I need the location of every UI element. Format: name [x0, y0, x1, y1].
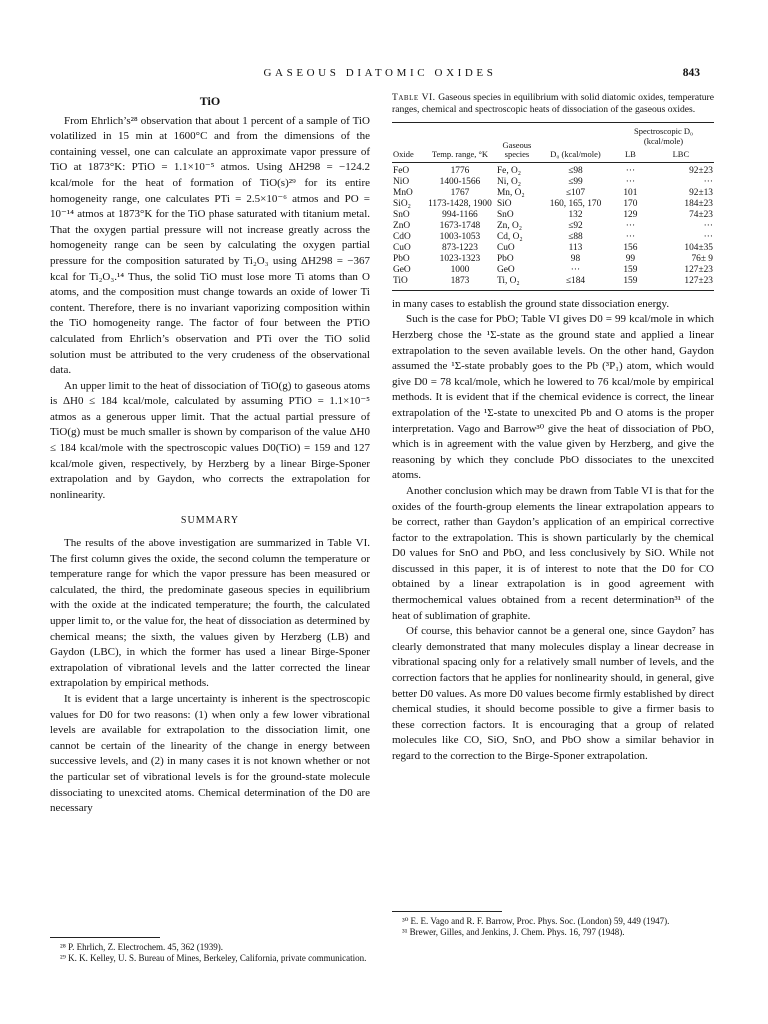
cell-temp: 1776 — [450, 165, 470, 176]
table-row — [392, 243, 714, 254]
cell-temp: 1023-1323 — [439, 253, 481, 264]
cell-lb: ··· — [625, 165, 636, 176]
table-row — [392, 265, 714, 276]
table-caption-text: Gaseous species in equilibrium with solid diatomic oxides, temperature ranges, chemical and spectroscopic heats of dissociation of the gaseous oxides. — [392, 92, 714, 115]
col-header-spectroscopic: Spectroscopic D₀ (kcal/mole) — [634, 126, 693, 146]
cell-lbc: 127±23 — [684, 275, 713, 286]
cell-lbc: 127±23 — [684, 264, 713, 275]
footnote-rule — [50, 937, 160, 938]
cell-lbc: 92±13 — [689, 187, 713, 198]
paragraph: Such is the case for PbO; Table VI gives D0 = 99 kcal/mole in which Herzberg chose the ¹Σ-state as the ground state and applied a linear extrapolation to the seven available levels. On the other hand, Gaydon assumed the ¹Σ-state probably goes to the Pb (³P₁) atom, which would give D0 = 78 kcal/mole, which he lowered to 76 kcal/mole by empirical methods. It is evident that if the chemical evidence is correct, the linear extrapolation of the ¹Σ-state to unexcited Pb and O atoms is the proper interpretation. Vago and Barrow³⁰ give the heat of dissociation of PbO, which is in agreement with the value given by Herzberg, and give the reasoning by which they conclude PbO dissociates to the unexcited atoms. — [392, 313, 714, 482]
table-row — [392, 254, 714, 265]
cell-lb: ··· — [625, 231, 636, 242]
cell-d0: ≤92 — [568, 220, 583, 231]
cell-d0: ≤99 — [568, 176, 583, 187]
cell-d0: 160, 165, 170 — [549, 198, 602, 209]
cell-lb: 170 — [623, 198, 638, 209]
cell-d0: ≤88 — [568, 231, 583, 242]
cell-species: GeO — [496, 264, 515, 275]
section-heading-summary: SUMMARY — [180, 515, 240, 527]
cell-temp: 994-1166 — [442, 209, 478, 220]
cell-oxide: PbO — [393, 253, 410, 264]
paragraph: It is evident that a large uncertainty is inherent is the spectroscopic values for D0 for two reasons: (1) when only a few lower vibrational levels are available for extrapolation to the dissociation limit, one cannot be certain of the linearity of the change in energy between successive levels, and (2) in many cases it is not known whether or not the particular set of vibrational levels is for the ground-state molecule dissociating to unexcited atoms. Chemical determination of the D0 are necessary — [50, 692, 370, 815]
right-column — [392, 92, 714, 765]
cell-species: SiO — [496, 198, 512, 209]
table-row — [392, 199, 714, 210]
page-number: 843 — [682, 67, 700, 79]
cell-lb: 129 — [623, 209, 638, 220]
cell-temp: 1003-1053 — [439, 231, 481, 242]
cell-lb: 99 — [625, 253, 636, 264]
col-header-d0: D₀ (kcal/mole) — [538, 123, 613, 163]
col-header-oxide: Oxide — [392, 123, 424, 163]
footnote-28: ²⁸ P. Ehrlich, Z. Electrochem. 45, 362 (1939). — [60, 942, 224, 952]
section-heading-tio: TiO — [199, 94, 221, 108]
col-header-species: Gaseous species — [496, 123, 538, 163]
cell-d0: ≤107 — [565, 187, 586, 198]
cell-species: Ti, O₂ — [496, 275, 520, 286]
paragraph: The results of the above investigation are summarized in Table VI. The first column gives the oxide, the second column the temperature or temperature range for which the vapor pressure has been measured or calculated, the third, the predominate gaseous species in equilibrium with the oxide at the indicated temperature; the fourth, the calculated upper limit to, or the value for, the heat of dissociation as determined by chemical means; the sixth, the values given by Herzberg (LB) and Gaydon (LBC), in which the former has used a linear Birge-Sponer extrapolation of vibrational levels and the latter corrected the linear extrapolation by empirical methods. — [50, 537, 370, 690]
cell-oxide: CdO — [393, 231, 411, 242]
cell-oxide: MnO — [393, 187, 413, 198]
running-head — [0, 67, 768, 83]
table-row — [392, 232, 714, 243]
cell-lb: 156 — [623, 242, 638, 253]
footnote-30: ³⁰ E. E. Vago and R. F. Barrow, Proc. Phys. Soc. (London) 59, 449 (1947). — [402, 916, 670, 926]
cell-temp: 873-1223 — [441, 242, 478, 253]
cell-lbc: ··· — [703, 231, 713, 242]
cell-species: Ni, O₂ — [496, 176, 522, 187]
left-footnotes — [50, 937, 370, 965]
table-row — [392, 162, 714, 177]
cell-temp: 1400-1566 — [439, 176, 481, 187]
table-vi — [392, 122, 714, 291]
paragraph: Of course, this behavior cannot be a general one, since Gaydon⁷ has clearly demonstrated that many molecules display a linear decrease in vibrational spacing only for a relatively small number of levels, and the correction factors that he applies for nonlinearity should, in general, give better D0 values. As more D0 values become firmly established by direct chemical studies, it should become possible to give a firmer basis to these correction factors. It is encouraging that a group of related molecules like CO, SiO, SnO, and PbO show a similar behavior in regard to the correction to the Birge-Sponer extrapolation. — [392, 625, 714, 762]
cell-lb: 159 — [623, 264, 638, 275]
cell-lb: 101 — [623, 187, 638, 198]
cell-lbc: 184±23 — [684, 198, 713, 209]
table-row — [392, 276, 714, 291]
cell-lb: 159 — [623, 275, 638, 286]
running-head-title: GASEOUS DIATOMIC OXIDES — [263, 67, 497, 79]
cell-d0: 113 — [568, 242, 583, 253]
paragraph: Another conclusion which may be drawn from Table VI is that for the oxides of the fourth-group elements the linear extrapolation appears to be correct, rather than Gaydon’s application of an empirical corrective factor to the extrapolation. This is shown particularly by the chemical D0 values for SnO and PbO, and less conclusively by SiO. While not discussed in this paper, it is of interest to note that the D0 for CO obtained by a linear extrapolation is in good agreement with thermochemical values obtained from a recent determination³¹ of the heat of sublimation of graphite. — [392, 484, 714, 622]
cell-lbc: 76± 9 — [691, 253, 713, 264]
table-row — [392, 210, 714, 221]
cell-oxide: SnO — [393, 209, 410, 220]
cell-oxide: GeO — [393, 264, 411, 275]
cell-d0: 98 — [570, 253, 581, 264]
table-row — [392, 221, 714, 232]
cell-lb: ··· — [625, 220, 636, 231]
cell-oxide: FeO — [393, 165, 410, 176]
cell-species: CuO — [496, 242, 515, 253]
cell-species: Mn, O₂ — [496, 187, 525, 198]
footnote-31: ³¹ Brewer, Gilles, and Jenkins, J. Chem. Phys. 16, 797 (1948). — [402, 927, 625, 938]
cell-d0: ≤184 — [565, 275, 586, 286]
table-row — [392, 188, 714, 199]
cell-oxide: NiO — [393, 176, 410, 187]
col-header-lbc: LBC — [648, 146, 714, 162]
cell-temp: 1673-1748 — [439, 220, 481, 231]
cell-species: Cd, O₂ — [496, 231, 523, 242]
cell-d0: ··· — [570, 264, 581, 275]
cell-d0: ≤98 — [568, 165, 583, 176]
right-footnotes — [392, 911, 714, 939]
table-label: Table VI. — [392, 92, 436, 103]
col-header-lb: LB — [613, 146, 648, 162]
cell-temp: 1173-1428, 1900 — [428, 198, 492, 209]
cell-oxide: CuO — [393, 242, 411, 253]
cell-lbc: 74±23 — [689, 209, 713, 220]
cell-d0: 132 — [568, 209, 583, 220]
cell-lbc: ··· — [703, 176, 713, 187]
cell-species: SnO — [496, 209, 514, 220]
paragraph: An upper limit to the heat of dissociation of TiO(g) to gaseous atoms is ΔH0 ≤ 184 kcal/mole, calculated by assuming PTiO = 1.1×10⁻⁵ atmos as a generous upper limit. That the actual partial pressure of TiO(g) must be much smaller is shown by comparison of the value ΔH0 ≤ 184 kcal/mole with the spectroscopic values D0(TiO) = 159 and 127 kcal/mole given, respectively, by Herzberg by a linear Birge-Sponer extrapolation and by Gaydon, who corrects the extrapolation for nonlinearity. — [50, 379, 370, 501]
cell-species: PbO — [496, 253, 514, 264]
col-header-temp: Temp. range, °K — [424, 123, 496, 163]
footnote-29: ²⁹ K. K. Kelley, U. S. Bureau of Mines, Berkeley, California, private communication. — [60, 953, 367, 964]
paragraph: in many cases to establish the ground state dissociation energy. — [392, 297, 670, 310]
footnote-rule — [392, 911, 502, 912]
cell-species: Fe, O₂ — [496, 165, 522, 176]
cell-temp: 1767 — [450, 187, 470, 198]
left-column — [50, 90, 370, 817]
cell-lb: ··· — [625, 176, 636, 187]
cell-temp: 1000 — [450, 264, 470, 275]
table-row — [392, 177, 714, 188]
cell-lbc: ··· — [703, 220, 713, 231]
paragraph: From Ehrlich’s²⁸ observation that about 1 percent of a sample of TiO volatilized in 15 min at 1600°C and from the dimensions of the containing vessel, one can calculate an approximate vapor pressure of TiO at 1873°K: PTiO = 1.1×10⁻⁵ atmos. Using ΔH298 = −124.2 kcal/mole for the heat of formation of TiO(s)²⁹ for its entire homogeneity range, one calculates PTi = 2.5×10⁻⁶ atmos and PO = 10⁻¹⁴ atmos at 1873°K for the TiO phase saturated with titanium metal. That the oxygen partial pressure will not increase greatly across the homogeneity range can be seen by calculating the oxygen partial pressure for the composition saturated by Ti₂O₃ using ΔH298 = −367 kcal for Ti₂O₃.¹⁴ Thus, the solid TiO must lose more Ti atoms than O atoms, and the composition must change towards an oxide of lower Ti content. Therefore, there is no invariant vaporizing composition within the TiO homogeneity range. The factor of four between the PTiO calculated from Ehrlich’s observation and PTi over the TiO solid solution must be attributed to the very crudeness of the observational data. — [50, 114, 370, 377]
cell-oxide: SiO₂ — [393, 198, 411, 209]
cell-oxide: ZnO — [393, 220, 411, 231]
table-caption — [392, 92, 714, 116]
cell-oxide: TiO — [393, 275, 408, 286]
cell-lbc: 104±35 — [684, 242, 713, 253]
cell-temp: 1873 — [450, 275, 470, 286]
cell-lbc: 92±23 — [689, 165, 713, 176]
cell-species: Zn, O₂ — [496, 220, 523, 231]
